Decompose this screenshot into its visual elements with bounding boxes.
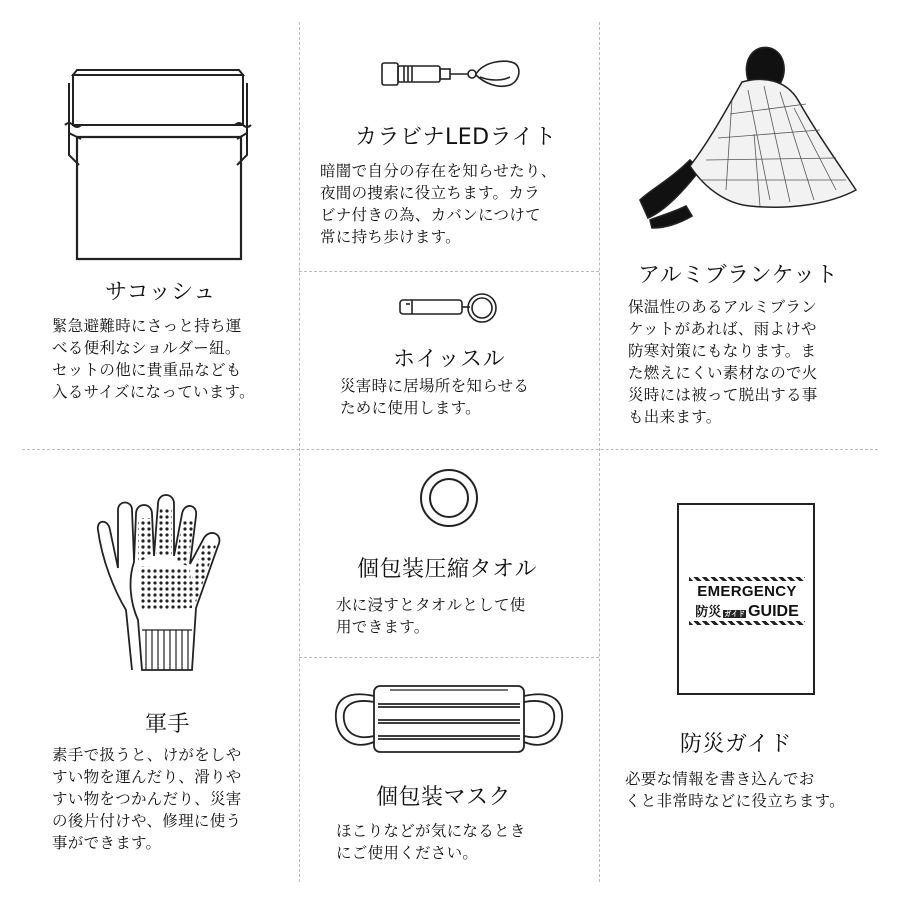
item-title: 軍手 xyxy=(145,712,191,737)
divider-vertical-left xyxy=(299,22,300,882)
guide-cover-small: ガイド xyxy=(724,610,746,618)
item-description: 保温性のあるアルミブラン ケットがあれば、雨よけや 防寒対策にもなります。ま た燃えにくい素材なので火 災時には被って脱出する事 も出来ます。 xyxy=(628,298,818,426)
item-title: サコッシュ xyxy=(105,280,216,305)
item-description: 素手で扱うと、けがをしや すい物を運んだり、滑りや すい物をつかんだり、災害 の後片付けや、修理に使う 事ができます。 xyxy=(52,746,242,852)
item-title: カラビナLEDライト xyxy=(355,125,557,150)
item-title: 防災ガイド xyxy=(680,732,792,757)
item-description: 水に浸すとタオルとして使 用できます。 xyxy=(336,596,526,636)
guide-cover-title: EMERGENCY xyxy=(697,583,797,600)
divider-horizontal-top-center xyxy=(299,271,599,272)
guide-cover-en: GUIDE xyxy=(748,603,799,620)
guide-booklet xyxy=(677,503,815,695)
divider-vertical-right xyxy=(599,22,600,882)
guide-stripe-bottom xyxy=(689,621,805,625)
guide-cover-subtitle xyxy=(687,601,807,621)
item-title: アルミブランケット xyxy=(638,263,839,288)
flashlight-carabiner-icon xyxy=(380,55,530,95)
divider-horizontal-middle xyxy=(22,449,878,450)
item-title: 個包装マスク xyxy=(376,785,512,810)
guide-stripe-top xyxy=(689,577,805,581)
item-title: ホイッスル xyxy=(393,347,506,372)
divider-horizontal-bottom-center xyxy=(299,657,599,658)
guide-cover-jp: 防災 xyxy=(695,605,722,620)
sacoche-icon xyxy=(55,65,265,265)
work-gloves-icon xyxy=(92,490,242,680)
face-mask-icon xyxy=(330,680,570,760)
compressed-towel-icon xyxy=(417,466,481,530)
item-description: 暗闇で自分の存在を知らせたり、 夜間の捜索に役立ちます。カラ ビナ付きの為、カバンにつけて 常に持ち歩けます。 xyxy=(320,162,557,246)
item-description: 必要な情報を書き込んでお くと非常時などに役立ちます。 xyxy=(625,770,845,810)
item-title: 個包装圧縮タオル xyxy=(357,557,538,582)
whistle-icon xyxy=(398,290,508,330)
item-description: 災害時に居場所を知らせる ために使用します。 xyxy=(340,377,530,417)
item-description: ほこりなどが気になるとき にご使用ください。 xyxy=(336,822,526,862)
item-description: 緊急避難時にさっと持ち運 べる便利なショルダー紐。 セットの他に貴重品なども 入るサイズになっています。 xyxy=(52,317,255,401)
aluminum-blanket-icon xyxy=(630,40,860,240)
